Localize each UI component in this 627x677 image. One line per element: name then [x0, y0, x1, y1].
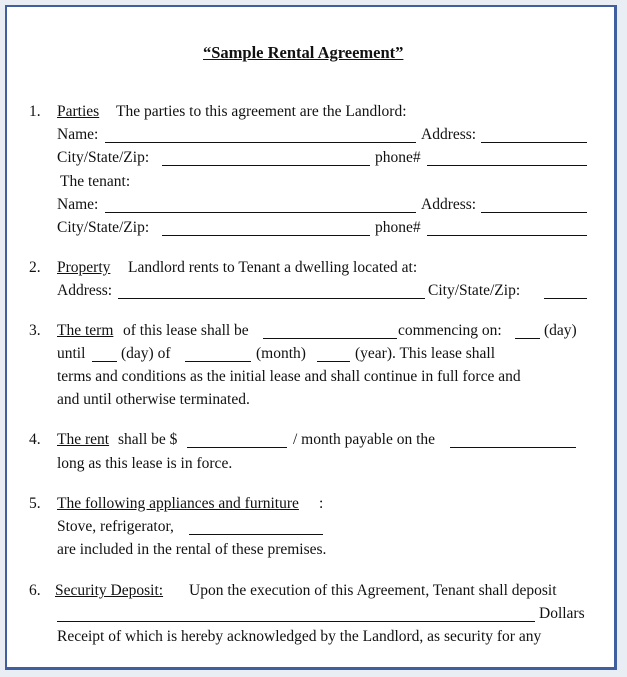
- section-5-line3: are included in the rental of these premises.: [57, 541, 327, 558]
- landlord-name-field[interactable]: [105, 129, 416, 143]
- section-2-heading: Property: [57, 259, 111, 276]
- tenant-phone-label: phone#: [375, 219, 421, 236]
- section-5-heading: The following appliances and furniture: [57, 495, 299, 512]
- landlord-city-field[interactable]: [162, 152, 370, 166]
- landlord-city-label: City/State/Zip:: [57, 149, 150, 166]
- section-3-line4: and until otherwise terminated.: [57, 391, 250, 408]
- end-month-label: (month): [256, 345, 306, 362]
- until-label: until: [57, 345, 86, 362]
- section-3-line3: terms and conditions as the initial lease and shall continue in full force and: [57, 368, 521, 385]
- section-2-text: Landlord rents to Tenant a dwelling located at:: [128, 259, 418, 276]
- section-4-heading: The rent: [57, 431, 110, 448]
- landlord-phone-field[interactable]: [427, 152, 587, 166]
- end-year-field[interactable]: [317, 348, 350, 362]
- section-6-text: Upon the execution of this Agreement, Tenant shall deposit: [189, 582, 557, 599]
- section-4-number: 4.: [29, 431, 41, 448]
- section-6-heading: Security Deposit:: [55, 582, 164, 599]
- property-city-label: City/State/Zip:: [428, 282, 521, 299]
- end-year-text: (year). This lease shall: [355, 345, 496, 362]
- tenant-label: The tenant:: [60, 173, 131, 190]
- section-5-number: 5.: [29, 495, 41, 512]
- dollars-label: Dollars: [539, 605, 585, 622]
- section-1-text: The parties to this agreement are the Landlord:: [116, 103, 407, 120]
- end-day-field[interactable]: [92, 348, 117, 362]
- landlord-name-label: Name:: [57, 126, 99, 143]
- start-day-label: (day): [544, 322, 577, 339]
- tenant-name-label: Name:: [57, 196, 99, 213]
- section-3-heading: The term: [57, 322, 114, 339]
- section-6-number: 6.: [29, 582, 41, 599]
- section-1-number: 1.: [29, 103, 41, 120]
- section-4-text-a: shall be $: [118, 431, 178, 448]
- tenant-address-label: Address:: [421, 196, 477, 213]
- term-length-field[interactable]: [263, 325, 397, 339]
- landlord-address-field[interactable]: [481, 129, 587, 143]
- tenant-address-field[interactable]: [481, 199, 587, 213]
- tenant-name-field[interactable]: [105, 199, 416, 213]
- tenant-city-label: City/State/Zip:: [57, 219, 150, 236]
- rent-due-field[interactable]: [450, 434, 576, 448]
- tenant-phone-field[interactable]: [427, 222, 587, 236]
- section-1-heading: Parties: [57, 103, 100, 120]
- deposit-amount-field[interactable]: [57, 608, 535, 622]
- end-day-label: (day) of: [121, 345, 171, 362]
- section-4-line2: long as this lease is in force.: [57, 455, 233, 472]
- section-4-text-b: / month payable on the: [293, 431, 436, 448]
- start-day-field[interactable]: [515, 325, 540, 339]
- landlord-address-label: Address:: [421, 126, 477, 143]
- appliances-field[interactable]: [189, 521, 323, 535]
- section-3-text-a: of this lease shall be: [123, 322, 249, 339]
- section-5-colon: :: [319, 495, 324, 512]
- property-address-label: Address:: [57, 282, 113, 299]
- property-city-field[interactable]: [544, 285, 587, 299]
- end-month-field[interactable]: [185, 348, 251, 362]
- landlord-phone-label: phone#: [375, 149, 421, 166]
- tenant-city-field[interactable]: [162, 222, 370, 236]
- rental-agreement-page: [5, 5, 617, 670]
- section-6-line3: Receipt of which is hereby acknowledged by the Landlord, as security for any: [57, 628, 542, 645]
- rent-amount-field[interactable]: [187, 434, 287, 448]
- section-2-number: 2.: [29, 259, 41, 276]
- section-5-line2: Stove, refrigerator,: [57, 518, 174, 535]
- section-3-text-b: commencing on:: [398, 322, 502, 339]
- section-3-number: 3.: [29, 322, 41, 339]
- property-address-field[interactable]: [118, 285, 425, 299]
- document-title: “Sample Rental Agreement”: [203, 43, 404, 62]
